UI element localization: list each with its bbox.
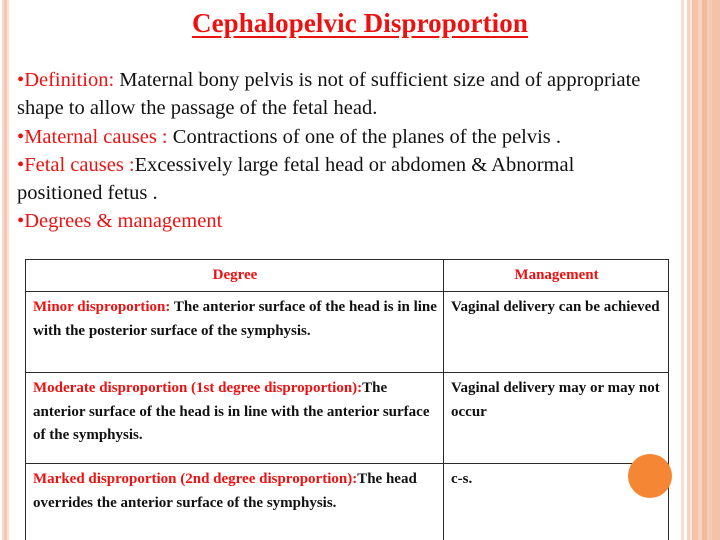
bullet-icon: •: [17, 210, 25, 233]
column-header-management: Management: [444, 260, 669, 292]
cell-management: Vaginal delivery may or may not occur: [444, 373, 669, 464]
fetal-causes-text: Excessively large fetal head or abdomen & Abnormal positioned fetus .: [17, 153, 575, 205]
column-header-degree: Degree: [26, 260, 444, 292]
bullet-icon: •: [17, 69, 25, 91]
bullet-icon: •: [17, 125, 25, 148]
degree-description: The head overrides the anterior surface of the symphysis.: [33, 471, 417, 511]
definition-bullet: [17, 66, 657, 123]
cell-degree: [26, 373, 444, 464]
degree-label: Marked disproportion (2nd degree disproportion):: [33, 471, 358, 488]
definition-label: Definition:: [24, 69, 115, 91]
degree-description: The anterior surface of the head is in line with the anterior surface of the symphysis.: [33, 380, 430, 443]
left-edge-stripe-decoration: [0, 0, 12, 540]
degrees-management-label: Degrees & management: [24, 210, 223, 233]
page-title: Cephalopelvic Disproportion: [192, 8, 528, 38]
degrees-management-bullet: [17, 207, 657, 235]
degrees-management-table: [25, 259, 669, 540]
table-row: [26, 373, 669, 464]
right-edge-stripe-decoration: [678, 0, 720, 540]
bullet-icon: •: [17, 153, 25, 176]
cell-degree: [26, 292, 444, 373]
maternal-causes-bullet: [17, 123, 657, 151]
cell-degree: [26, 464, 444, 540]
degree-label: Minor disproportion:: [33, 299, 171, 316]
maternal-causes-text: Contractions of one of the planes of the pelvis .: [167, 125, 562, 148]
fetal-causes-label: Fetal causes :: [24, 153, 135, 176]
body-content: [17, 66, 657, 236]
table-row: [26, 464, 669, 540]
definition-text: Maternal bony pelvis is not of sufficient size and of appropriate shape to allow the passage of the fetal head.: [17, 69, 641, 120]
table-header-row: [26, 260, 669, 292]
cell-management: c-s.: [444, 464, 669, 540]
degree-description: The anterior surface of the head is in line with the posterior surface of the symphysis.: [33, 299, 437, 339]
table-row: [26, 292, 669, 373]
fetal-causes-bullet: [17, 151, 657, 208]
maternal-causes-label: Maternal causes :: [24, 125, 168, 148]
orange-circle-decoration: [628, 454, 672, 498]
cell-management: Vaginal delivery can be achieved: [444, 292, 669, 373]
degree-label: Moderate disproportion (1st degree disproportion):: [33, 380, 363, 397]
